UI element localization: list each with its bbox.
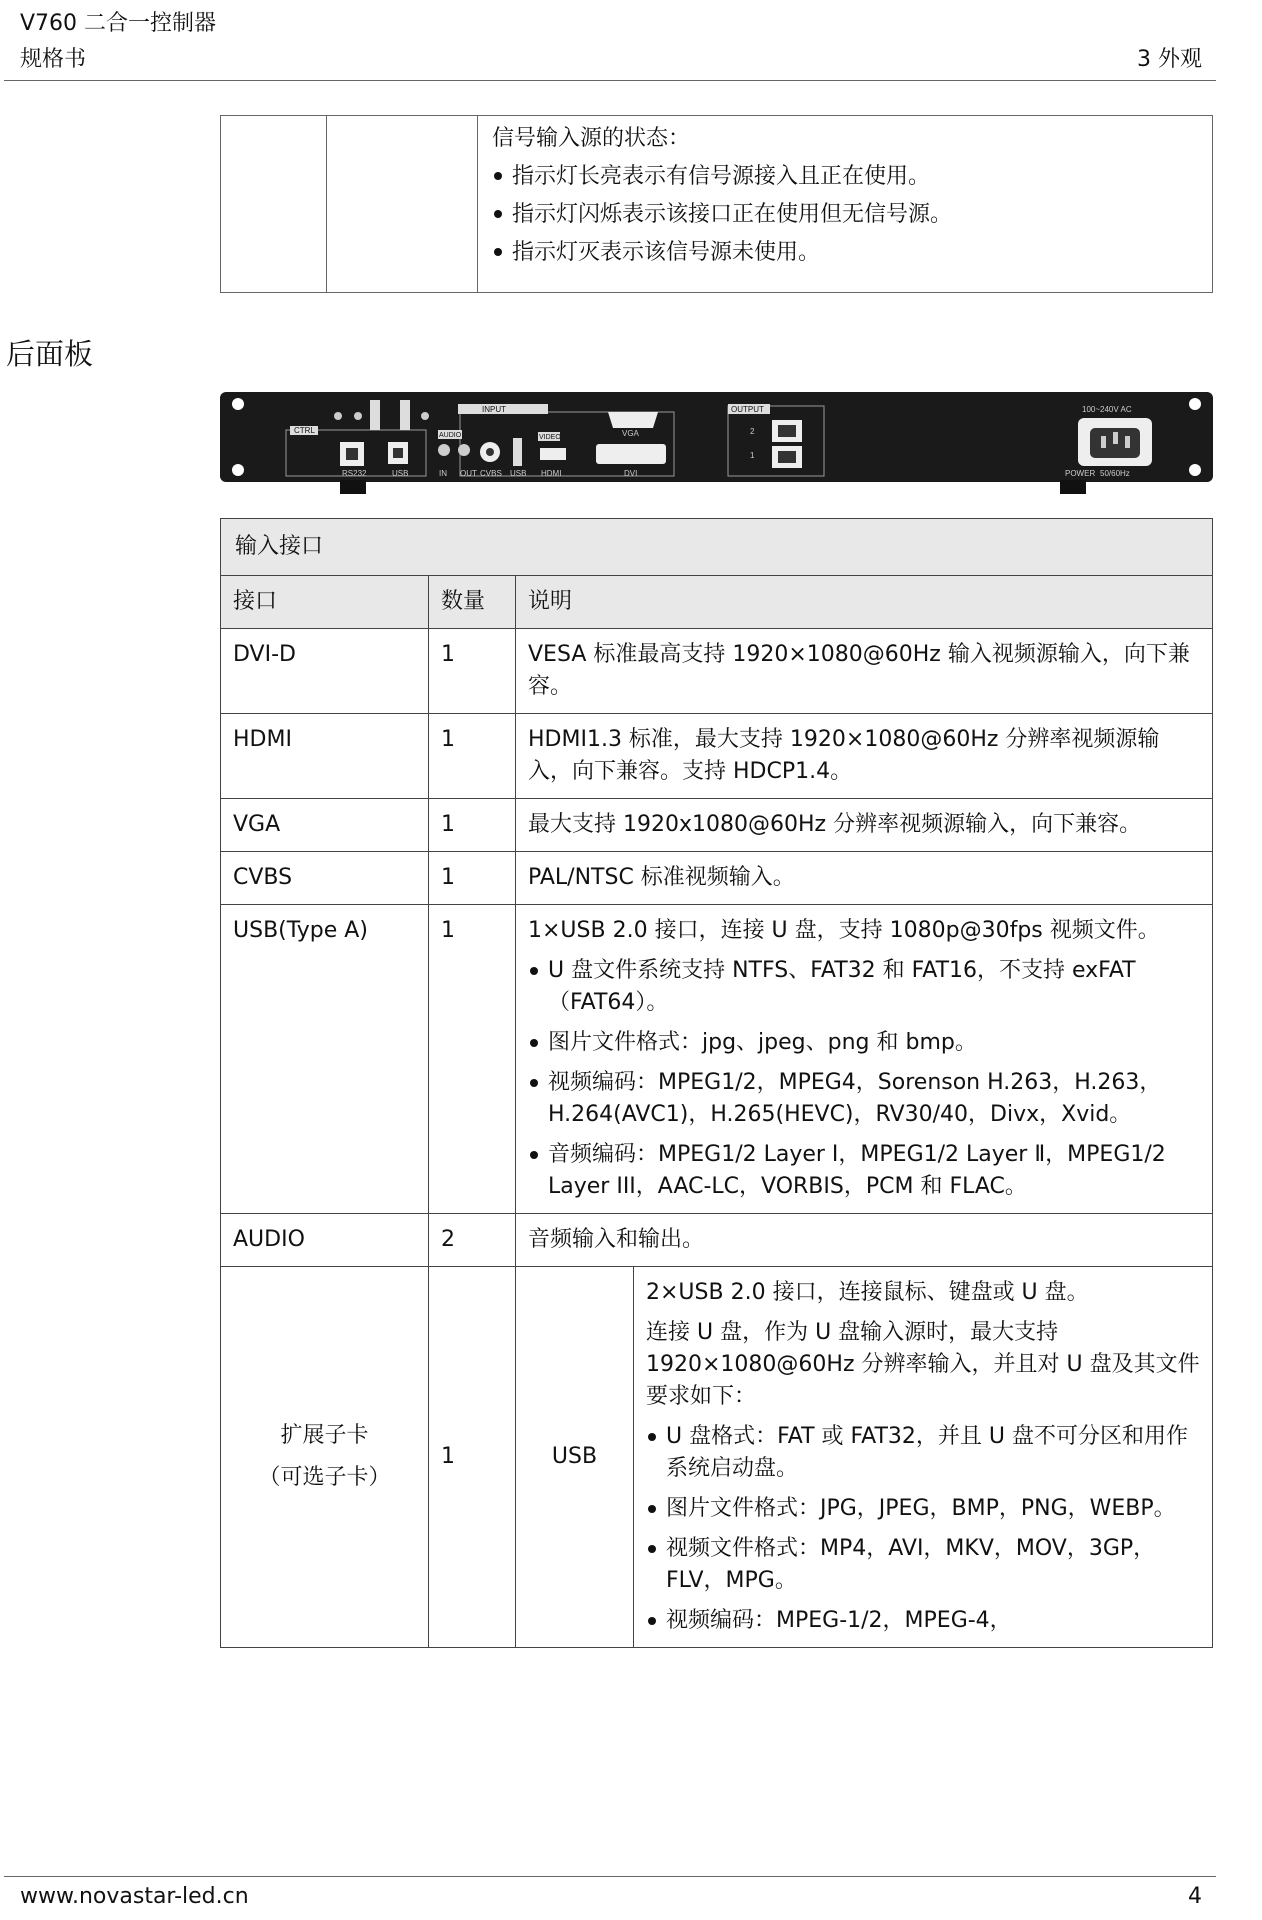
vga-label: VGA xyxy=(622,429,639,438)
footer-divider xyxy=(4,1876,1216,1877)
table-row: VGA 1 最大支持 1920x1080@60Hz 分辨率视频源输入，向下兼容。 xyxy=(221,799,1213,852)
audio-in-label: IN xyxy=(439,469,447,478)
usb-a-slot xyxy=(513,438,522,466)
screw-icon xyxy=(334,412,342,420)
column-header: 数量 xyxy=(429,576,516,629)
table-row: DVI-D 1 VESA 标准最高支持 1920×1080@60Hz 输入视频源输入，向下兼容。 xyxy=(221,629,1213,714)
voltage-label: 100~240V AC xyxy=(1082,405,1132,414)
usb-item: 音频编码：MPEG1/2 Layer Ⅰ，MPEG1/2 Layer Ⅱ，MPEG1/2 Layer III，AAC-LC，VORBIS，PCM 和 FLAC。 xyxy=(528,1139,1200,1203)
input-label: INPUT xyxy=(482,405,506,414)
screw-icon xyxy=(421,412,429,420)
table-row: CVBS 1 PAL/NTSC 标准视频输入。 xyxy=(221,852,1213,905)
power-label: POWER xyxy=(1065,469,1096,478)
audio-out-jack xyxy=(458,444,470,456)
rear-panel-image xyxy=(220,392,1213,498)
vga-port xyxy=(608,412,658,428)
port-1-label: 1 xyxy=(750,451,755,460)
rack-hole xyxy=(232,464,244,476)
usb2-label: USB xyxy=(510,469,527,478)
output-label: OUTPUT xyxy=(731,405,764,414)
expansion-item: 视频文件格式：MP4，AVI，MKV，MOV，3GP，FLV，MPG。 xyxy=(646,1533,1200,1597)
rs232-label: RS232 xyxy=(342,469,367,478)
doc-title: V760 二合一控制器 xyxy=(20,11,217,36)
hdmi-port xyxy=(540,448,566,460)
usb-slot xyxy=(400,400,410,430)
status-item: 指示灯长亮表示有信号源接入且正在使用。 xyxy=(492,160,1198,194)
footer-website: www.novastar-led.cn xyxy=(20,1884,249,1909)
table-row: USB(Type A) 1 1×USB 2.0 接口，连接 U 盘，支持 1080p@30fps 视频文件。 U 盘文件系统支持 NTFS、FAT32 和 FAT16，不支持 exFAT（FAT64）。 图片文件格式：jpg、jpeg、png 和 bmp。 视频编码：MPEG1/2，MPEG4，Sorenson H.263，H.263，H.264(AVC1)，H.265(HEVC)，RV30/40，Divx，Xvid。 音频编码：MPEG1/2 Layer Ⅰ，MPEG1/2 Layer Ⅱ，MPEG1/2 Layer III，AAC-LC，VORBIS，PCM 和 FLAC。 xyxy=(221,905,1213,1214)
usb-lead: 1×USB 2.0 接口，连接 U 盘，支持 1080p@30fps 视频文件。 xyxy=(528,918,1160,943)
rack-hole xyxy=(1189,398,1201,410)
rack-hole xyxy=(1189,464,1201,476)
dvi-label: DVI xyxy=(624,469,638,478)
dvi-port xyxy=(596,444,666,464)
port-2-label: 2 xyxy=(750,427,755,436)
expansion-name: 扩展子卡 xyxy=(280,1423,369,1448)
audio-label: AUDIO xyxy=(439,432,462,439)
status-item: 指示灯灭表示该信号源未使用。 xyxy=(492,236,1198,270)
video-label: VIDEO xyxy=(539,434,561,441)
section-title: 后面板 xyxy=(6,337,94,371)
input-interface-table xyxy=(220,518,1213,1648)
status-table xyxy=(220,115,1213,293)
expansion-item: 视频编码：MPEG-1/2，MPEG-4， xyxy=(646,1605,1200,1637)
doc-subtitle: 规格书 xyxy=(20,47,87,72)
usb-label: USB xyxy=(392,469,409,478)
expansion-note: （可选子卡） xyxy=(258,1465,391,1490)
hdmi-label: HDMI xyxy=(541,469,562,478)
table-title: 输入接口 xyxy=(221,519,1213,576)
page-number: 4 xyxy=(1188,1884,1202,1909)
table-row: 扩展子卡 （可选子卡） 1 USB 2×USB 2.0 接口，连接鼠标、键盘或 U 盘。 连接 U 盘，作为 U 盘输入源时，最大支持 1920×1080@60Hz 分辨率输入，并且对 U 盘及其文件要求如下： U 盘格式：FAT 或 FAT32，并且 U 盘不可分区和用作系统启动盘。 图片文件格式：JPG，JPEG，BMP，PNG，WEBP。 视频文件格式：MP4，AVI，MKV，MOV，3GP，FLV，MPG。 视频编码：MPEG-1/2，MPEG-4， xyxy=(221,1267,1213,1648)
usb-item: 图片文件格式：jpg、jpeg、png 和 bmp。 xyxy=(528,1027,1200,1059)
header-divider xyxy=(4,80,1216,81)
column-header: 说明 xyxy=(516,576,1213,629)
table-row: HDMI 1 HDMI1.3 标准，最大支持 1920×1080@60Hz 分辨率视频源输入，向下兼容。支持 HDCP1.4。 xyxy=(221,714,1213,799)
status-lead: 信号输入源的状态： xyxy=(492,126,691,151)
section-label: 3 外观 xyxy=(1137,47,1202,72)
column-header: 接口 xyxy=(221,576,429,629)
panel-foot xyxy=(340,480,366,494)
usb-item: U 盘文件系统支持 NTFS、FAT32 和 FAT16，不支持 exFAT（FAT64）。 xyxy=(528,955,1200,1019)
audio-in-jack xyxy=(438,444,450,456)
expansion-item: U 盘格式：FAT 或 FAT32，并且 U 盘不可分区和用作系统启动盘。 xyxy=(646,1421,1200,1485)
table-row: AUDIO 2 音频输入和输出。 xyxy=(221,1214,1213,1267)
page-header xyxy=(20,6,216,78)
usb-slot xyxy=(370,400,380,430)
expansion-lead: 2×USB 2.0 接口，连接鼠标、键盘或 U 盘。 xyxy=(646,1280,1089,1305)
freq-label: 50/60Hz xyxy=(1100,469,1130,478)
status-item: 指示灯闪烁表示该接口正在使用但无信号源。 xyxy=(492,198,1198,232)
screw-icon xyxy=(354,412,362,420)
audio-out-label: OUT xyxy=(460,469,477,478)
usb-item: 视频编码：MPEG1/2，MPEG4，Sorenson H.263，H.263，H.264(AVC1)，H.265(HEVC)，RV30/40，Divx，Xvid。 xyxy=(528,1067,1200,1131)
ctrl-label: CTRL xyxy=(294,426,315,435)
panel-foot xyxy=(1060,480,1086,494)
rack-hole xyxy=(232,398,244,410)
expansion-item: 图片文件格式：JPG，JPEG，BMP，PNG，WEBP。 xyxy=(646,1493,1200,1525)
cvbs-label: CVBS xyxy=(480,469,502,478)
expansion-lead: 连接 U 盘，作为 U 盘输入源时，最大支持 1920×1080@60Hz 分辨率输入，并且对 U 盘及其文件要求如下： xyxy=(646,1320,1200,1409)
